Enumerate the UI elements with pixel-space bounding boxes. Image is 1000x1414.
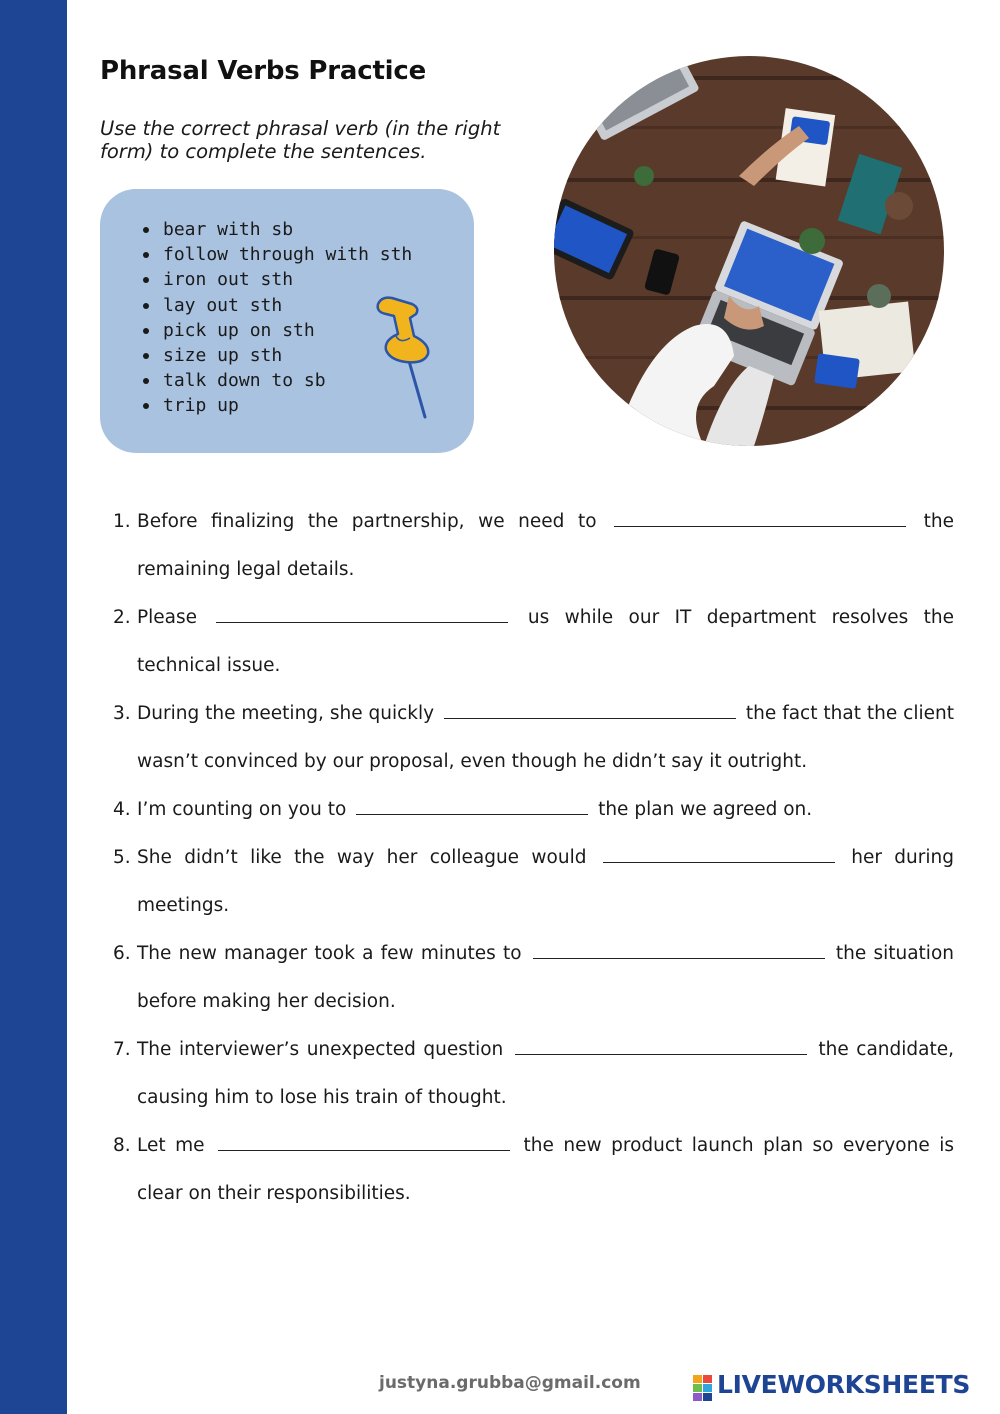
question-text-before: The new manager took a few minutes to <box>137 943 522 964</box>
question-text-after: the remaining legal details. <box>137 511 954 580</box>
question-text-after: the plan we agreed on. <box>598 799 813 820</box>
question-item <box>113 930 954 1026</box>
question-text-before: Let me <box>137 1135 205 1156</box>
word-bank-item: talk down to sb <box>140 368 412 393</box>
liveworksheets-brand: LIVEWORKSHEETS <box>717 1370 971 1399</box>
office-desk-photo <box>554 56 944 446</box>
question-text-before: During the meeting, she quickly <box>137 703 435 724</box>
question-number: 3. <box>113 703 131 724</box>
question-text-before: Before finalizing the partnership, we need to <box>137 511 597 532</box>
question-text <box>137 498 954 594</box>
answer-blank[interactable] <box>218 1149 510 1151</box>
question-item <box>113 594 954 690</box>
question-text <box>137 690 954 786</box>
question-number: 8. <box>113 1135 131 1156</box>
question-item <box>113 498 954 594</box>
word-bank-item: lay out sth <box>140 293 412 318</box>
answer-blank[interactable] <box>444 717 736 719</box>
question-number: 4. <box>113 799 131 820</box>
worksheet-instructions: Use the correct phrasal verb (in the right form) to complete the sentences. <box>100 117 501 163</box>
question-text <box>137 1026 954 1122</box>
question-text-after: her during meetings. <box>137 847 954 916</box>
question-text-before: She didn’t like the way her colleague would <box>137 847 587 868</box>
question-text-after: the situation before making her decision. <box>137 943 954 1012</box>
question-item <box>113 1026 954 1122</box>
question-item <box>113 786 954 834</box>
question-text-before: Please <box>137 607 198 628</box>
question-text <box>137 786 954 834</box>
question-text-before: I’m counting on you to <box>137 799 347 820</box>
question-item <box>113 690 954 786</box>
word-bank-item: bear with sb <box>140 217 412 242</box>
worksheet-title: Phrasal Verbs Practice <box>100 56 427 86</box>
question-number: 5. <box>113 847 131 868</box>
question-list <box>113 498 954 1218</box>
question-text <box>137 1122 954 1218</box>
question-text-before: The interviewer’s unexpected question <box>137 1039 504 1060</box>
question-item <box>113 1122 954 1218</box>
question-number: 7. <box>113 1039 131 1060</box>
question-text-after: the new product launch plan so everyone is clear on their responsibilities. <box>137 1135 954 1204</box>
question-text <box>137 594 954 690</box>
word-bank-item: follow through with sth <box>140 242 412 267</box>
answer-blank[interactable] <box>216 621 508 623</box>
answer-blank[interactable] <box>603 861 835 863</box>
question-text <box>137 834 954 930</box>
left-sidebar-bar <box>0 0 67 1414</box>
word-bank-item: trip up <box>140 393 412 418</box>
pushpin-icon <box>370 292 440 422</box>
question-text <box>137 930 954 1026</box>
question-text-after: the candidate, causing him to lose his train of thought. <box>137 1039 954 1108</box>
question-number: 1. <box>113 511 131 532</box>
question-text-after: the fact that the client wasn’t convinced by our proposal, even though he didn’t say it outright. <box>137 703 954 772</box>
word-bank-item: iron out sth <box>140 267 412 292</box>
answer-blank[interactable] <box>515 1053 807 1055</box>
question-number: 2. <box>113 607 131 628</box>
question-item <box>113 834 954 930</box>
question-number: 6. <box>113 943 131 964</box>
answer-blank[interactable] <box>533 957 825 959</box>
answer-blank[interactable] <box>614 525 906 527</box>
question-text-after: us while our IT department resolves the technical issue. <box>137 607 954 676</box>
answer-blank[interactable] <box>356 813 588 815</box>
word-bank-item: pick up on sth <box>140 318 412 343</box>
word-bank-item: size up sth <box>140 343 412 368</box>
author-email: justyna.grubba@gmail.com <box>379 1373 641 1393</box>
liveworksheets-logo-icon <box>693 1375 713 1401</box>
